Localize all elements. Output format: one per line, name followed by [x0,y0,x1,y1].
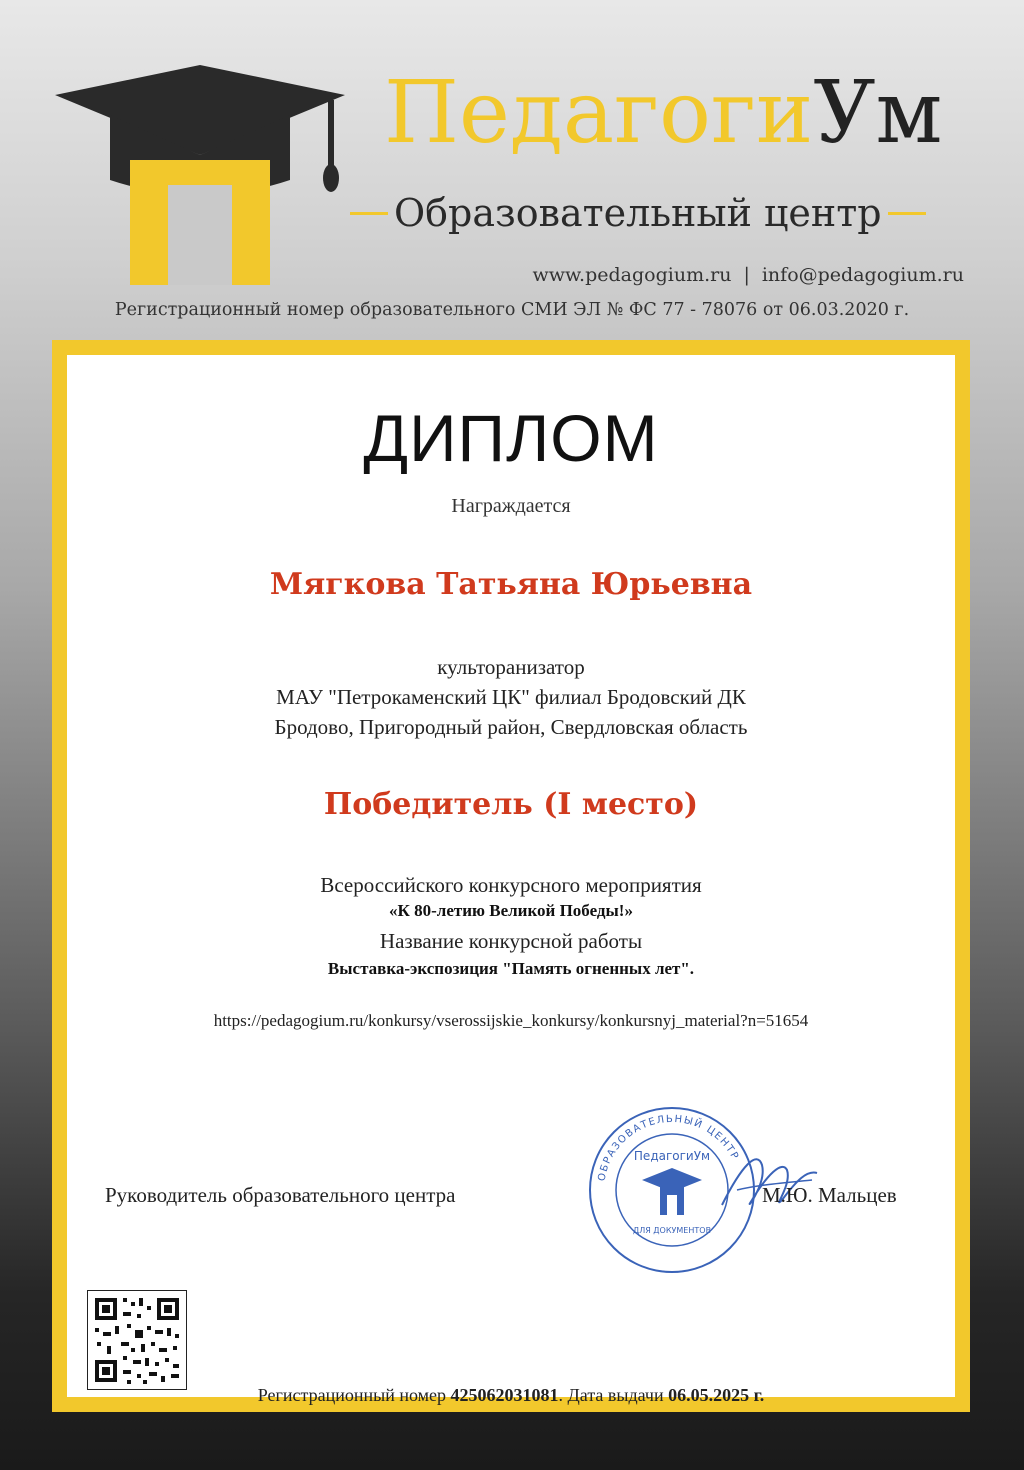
contacts [533,264,964,286]
stamp-ring-text: ОБРАЗОВАТЕЛЬНЫЙ ЦЕНТР [596,1113,741,1183]
date-label: . Дата выдачи [558,1385,669,1405]
media-registration: Регистрационный номер образовательного СМИ ЭЛ № ФС 77 - 78076 от 06.03.2020 г. [114,300,910,320]
subtitle-dash-left [350,212,388,215]
qr-code[interactable] [87,1290,187,1390]
diploma-title: ДИПЛОМ [363,401,659,475]
subtitle-dash-right [888,212,926,215]
diploma-body [67,355,955,1405]
brand-name-yellow: Педагоги [384,63,814,163]
contacts-separator: | [743,264,750,286]
registration-info [67,1385,955,1406]
brand-subtitle [350,188,970,238]
subtitle-text: Образовательный центр [394,191,882,235]
head-label: Руководитель образовательного центра [105,1183,456,1207]
event-name: «К 80-летию Великой Победы!» [389,901,633,920]
stamp-inner-text: ДЛЯ ДОКУМЕНТОВ [632,1226,712,1235]
award-place: Победитель (I место) [323,787,699,822]
reg-number: 425062031081 [450,1385,559,1405]
recipient-organization: МАУ "Петрокаменский ЦК" филиал Бродовский ДК [276,685,746,709]
stamp-brand: ПедагогиУм [633,1149,711,1163]
brand-name-dark: Ум [813,63,943,163]
awarded-label: Награждается [451,495,571,517]
brand-name [384,63,943,163]
head-name: М.Ю. Мальцев [762,1183,897,1207]
work-label: Название конкурсной работы [379,929,643,953]
recipient-name: Мягкова Татьяна Юрьевна [269,567,753,602]
website-link[interactable]: www.pedagogium.ru [532,264,732,286]
contest-url[interactable]: https://pedagogium.ru/konkursy/vserossijskie_konkursy/konkursnyj_material?n=51654 [213,1011,809,1030]
issue-date: 06.05.2025 г. [668,1385,765,1405]
recipient-location: Бродово, Пригородный район, Свердловская область [274,715,748,739]
recipient-position: культоранизатор [437,655,585,679]
email-link[interactable]: info@pedagogium.ru [761,264,964,286]
work-name: Выставка-экспозиция "Память огненных лет". [327,959,695,978]
event-type: Всероссийского конкурсного мероприятия [320,873,702,897]
graduation-cap-logo-icon [50,60,350,290]
reg-label: Регистрационный номер [257,1385,451,1405]
diploma-frame [52,340,970,1412]
